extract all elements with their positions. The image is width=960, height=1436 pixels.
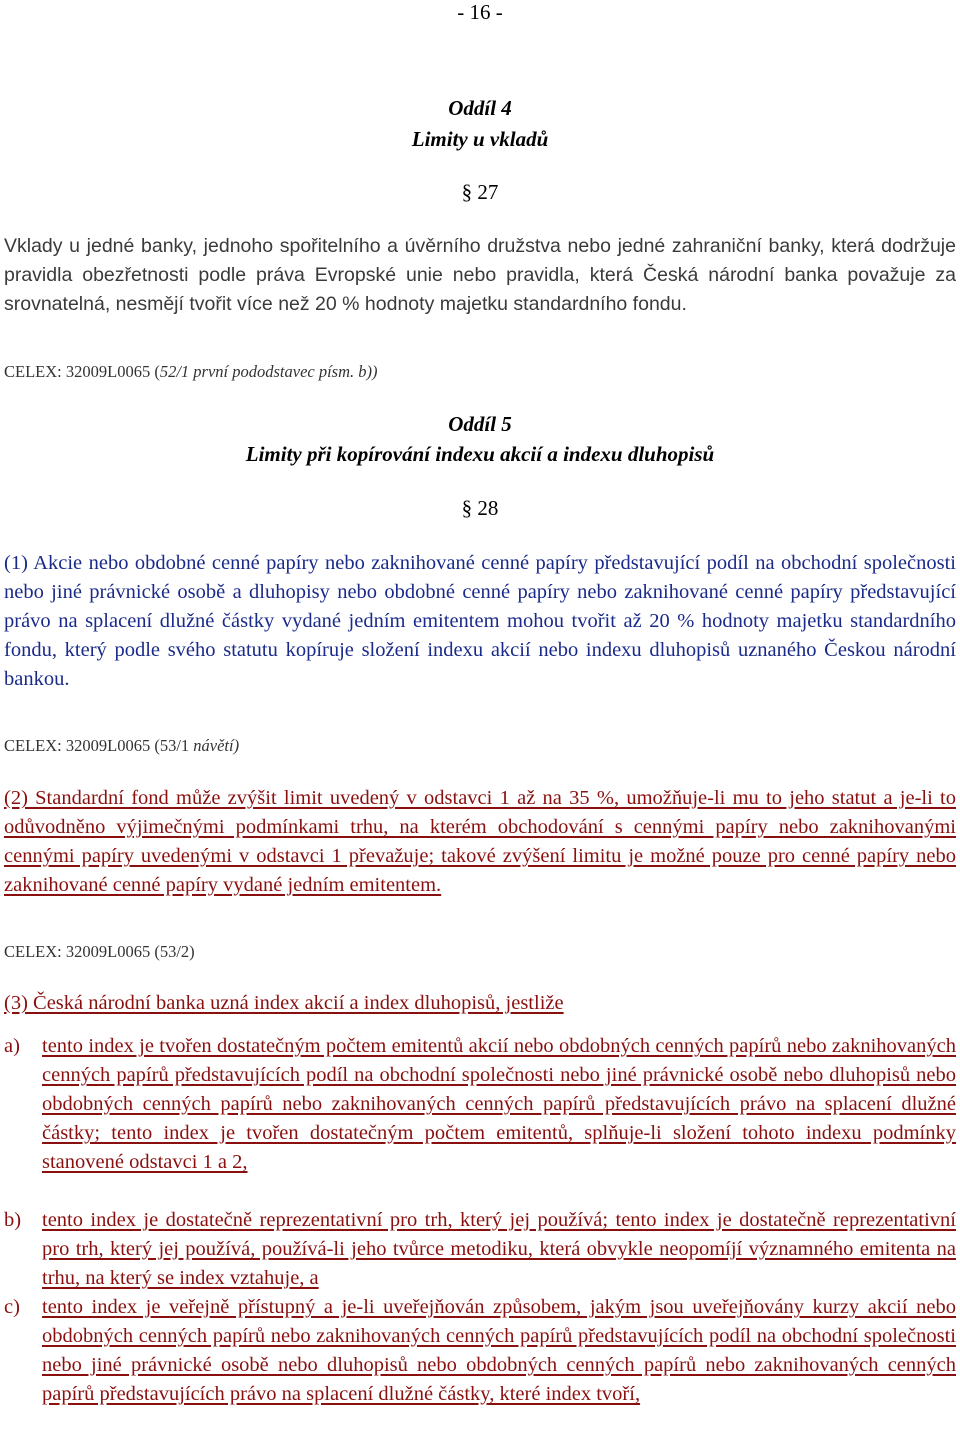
list-item-b — [4, 1206, 956, 1293]
celex-detail: návětí) — [193, 736, 240, 755]
list-item-text: tento index je dostatečně reprezentativní pro trh, který jej používá; tento index je dostatečně reprezentativní pro trh, který jej používá, používá-li jeho tvůrce metodiku, která obvykle neopomíjí významného emitenta na trhu, na který se index vztahuje, a — [42, 1209, 956, 1289]
paragraph-28-1: (1) Akcie nebo obdobné cenné papíry nebo zaknihované cenné papíry představující podíl na obchodní společnosti nebo jiné právnické osobě a dluhopisy nebo obdobné cenné papíry nebo zaknihované cenné papíry představující právo na splacení dlužné částky vydané jedním emitentem mohou tvořit až 20 % hodnoty majetku standardního fondu, který podle svého statutu kopíruje složení indexu akcií nebo indexu dluhopisů uznaného Českou národní bankou. — [4, 552, 956, 690]
section-5-subtitle: Limity při kopírování indexu akcií a indexu dluhopisů — [245, 442, 715, 466]
paragraph-27-text: Vklady u jedné banky, jednoho spořitelního a úvěrního družstva nebo jedné zahraniční banky, která dodržuje pravidla obezřetnosti podle práva Evropské unie nebo pravidla, která Česká národní banka považuje za srovnatelná, nesmějí tvořit více než 20 % hodnoty majetku standardního fondu. — [4, 235, 956, 315]
celex-prefix: CELEX: 32009L0065 (53/1 — [4, 736, 194, 755]
paragraph-28-2: (2) Standardní fond může zvýšit limit uvedený v odstavci 1 až na 35 %, umožňuje-li mu to jeho statut a je-li to odůvodněno výjimečnými podmínkami trhu, na kterém obchodování s cennými papíry nebo zaknihovanými cennými papíry uvedenými v odstavci 1 převažuje; takové zvýšení limitu je možné pouze pro cenné papíry nebo zaknihované cenné papíry vydané jedním emitentem. — [4, 787, 956, 896]
paragraph-28-3: (3) Česká národní banka uzná index akcií a index dluhopisů, jestliže — [4, 992, 564, 1014]
celex-reference-28-2: CELEX: 32009L0065 (53/2) — [4, 942, 195, 961]
list-item-text: tento index je tvořen dostatečným počtem emitentů akcií nebo obdobných cenných papírů nebo zaknihovaných cenných papírů představujících podíl na obchodní společnosti nebo jiné právnické osobě nebo dluhopisů nebo obdobných cenných papírů nebo zaknihovaných cenných papírů představujících právo na splacení dlužné částky; tento index je tvořen dostatečným počtem emitentů, splňuje-li složení tohoto indexu podmínky stanovené odstavci 1 a 2, — [42, 1035, 956, 1173]
section-5-title: Oddíl 5 — [448, 412, 512, 436]
paragraph-27-mark: § 27 — [461, 180, 499, 204]
section-4-title: Oddíl 4 — [448, 96, 512, 120]
list-item-text: tento index je veřejně přístupný a je-li uveřejňován způsobem, jakým jsou uveřejňovány kurzy akcií nebo obdobných cenných papírů nebo zaknihovaných cenných papírů představujících podíl na obchodní společnosti nebo jiné právnické osobě nebo dluhopisů nebo obdobných cenných papírů nebo zaknihovaných cenných papírů představujících právo na splacení dlužné částky, které index tvoří, — [42, 1296, 956, 1405]
celex-reference-27 — [4, 361, 378, 383]
celex-prefix: CELEX: 32009L0065 ( — [4, 362, 160, 381]
paragraph-28-mark: § 28 — [461, 496, 499, 520]
page-number: - 16 - — [457, 0, 503, 24]
celex-reference-28-1 — [4, 735, 239, 757]
list-item-label: c) — [4, 1296, 20, 1318]
list-item-label: a) — [4, 1035, 20, 1057]
list-item-label: b) — [4, 1209, 22, 1231]
celex-detail: 52/1 první pododstavec písm. b)) — [159, 362, 378, 381]
list-item-c — [4, 1293, 956, 1409]
list-item-a — [4, 1032, 956, 1177]
section-4-subtitle: Limity u vkladů — [411, 127, 549, 151]
